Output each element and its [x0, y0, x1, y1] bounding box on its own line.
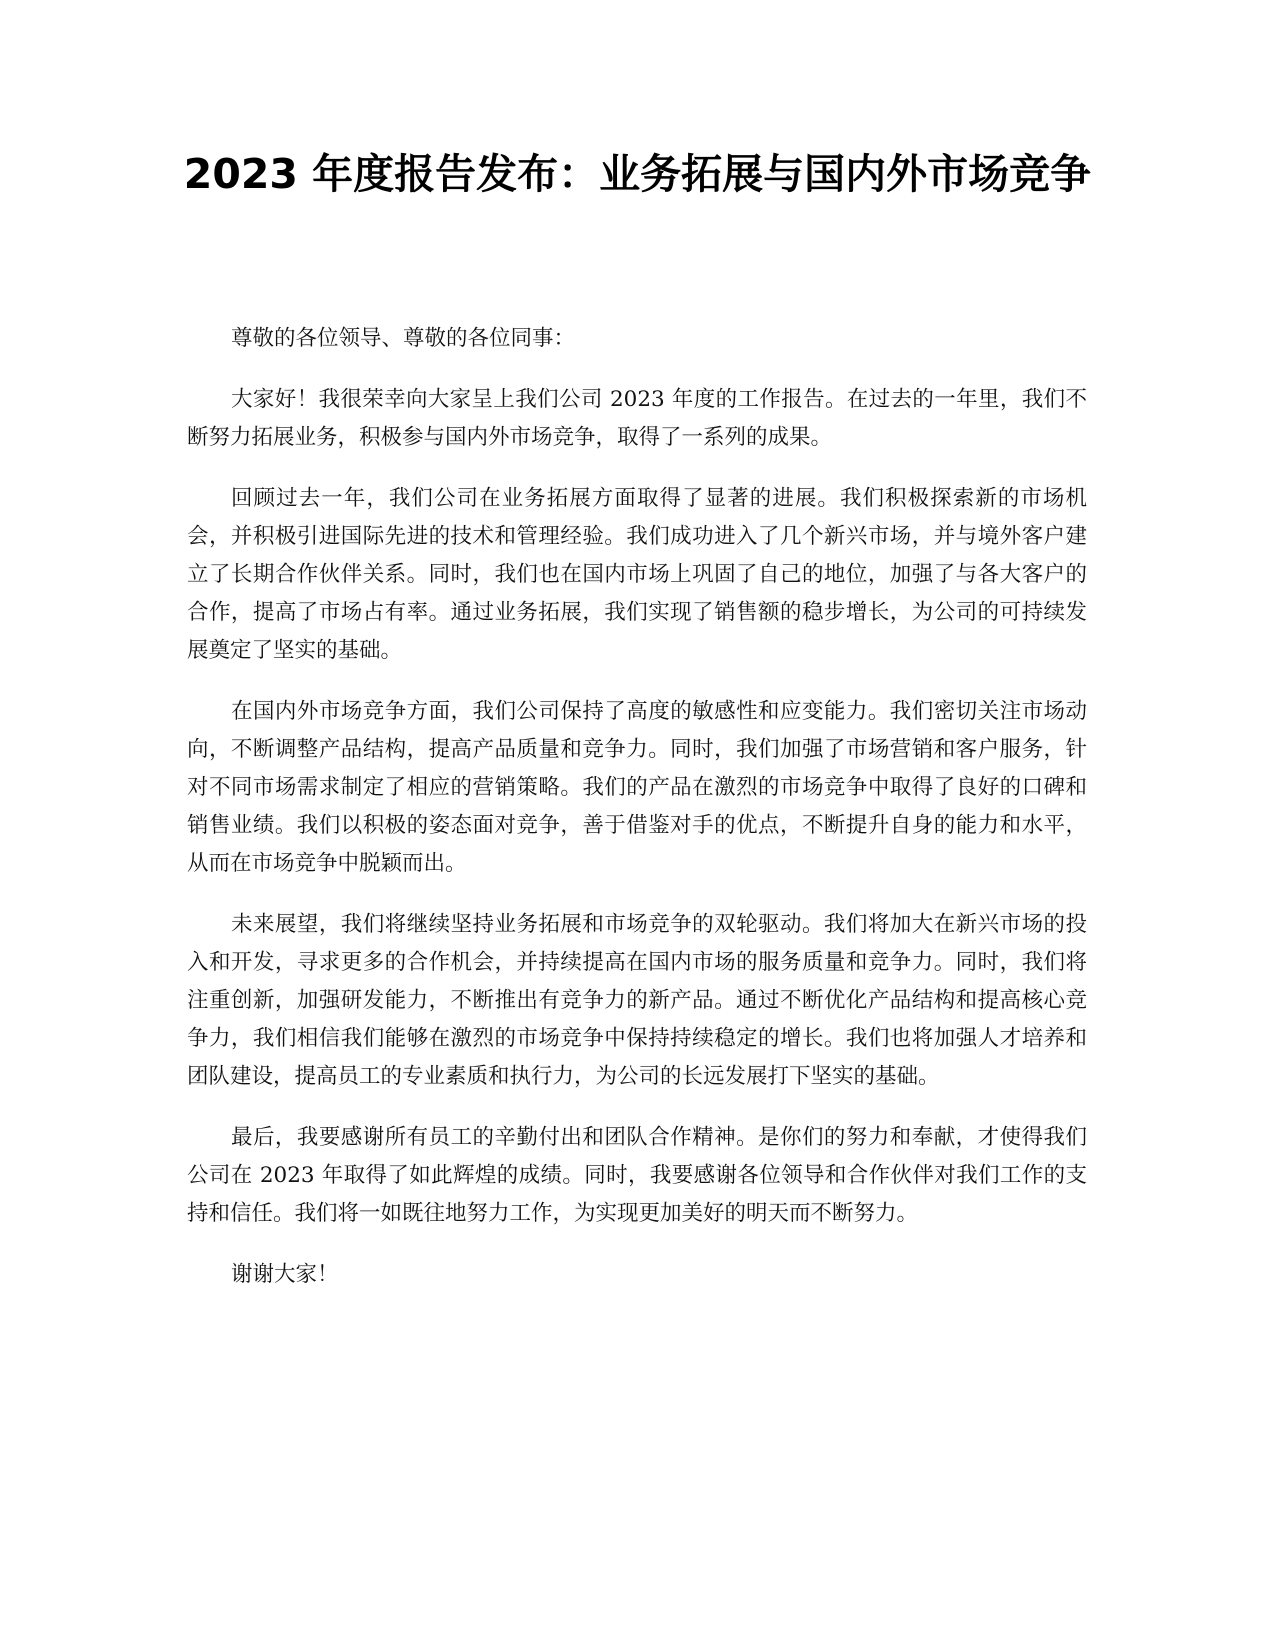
salutation: 尊敬的各位领导、尊敬的各位同事： — [231, 326, 576, 351]
paragraph-thanks: 最后，我要感谢所有员工的辛勤付出和团队合作精神。是你们的努力和奉献，才使得我们公司在 2023 年取得了如此辉煌的成绩。同时，我要感谢各位领导和合作伙伴对我们工作的支持和信任。我们将一如既往地努力工作，为实现更加美好的明天而不断努力。 — [187, 1125, 1087, 1226]
document-title: 2023 年度报告发布：业务拓展与国内外市场竞争 — [183, 150, 1092, 198]
paragraph-business-expansion: 回顾过去一年，我们公司在业务拓展方面取得了显著的进展。我们积极探索新的市场机会，并积极引进国际先进的技术和管理经验。我们成功进入了几个新兴市场，并与境外客户建立了长期合作伙伴关系。同时，我们也在国内市场上巩固了自己的地位，加强了与各大客户的合作，提高了市场占有率。通过业务拓展，我们实现了销售额的稳步增长，为公司的可持续发展奠定了坚实的基础。 — [187, 486, 1087, 663]
paragraph-outlook: 未来展望，我们将继续坚持业务拓展和市场竞争的双轮驱动。我们将加大在新兴市场的投入和开发，寻求更多的合作机会，并持续提高在国内市场的服务质量和竞争力。同时，我们将注重创新，加强研发能力，不断推出有竞争力的新产品。通过不断优化产品结构和提高核心竞争力，我们相信我们能够在激烈的市场竞争中保持持续稳定的增长。我们也将加强人才培养和团队建设，提高员工的专业素质和执行力，为公司的长远发展打下坚实的基础。 — [187, 912, 1087, 1089]
document-body — [187, 320, 1087, 1317]
paragraph-greeting: 大家好！我很荣幸向大家呈上我们公司 2023 年度的工作报告。在过去的一年里，我们不断努力拓展业务，积极参与国内外市场竞争，取得了一系列的成果。 — [187, 387, 1087, 450]
closing: 谢谢大家！ — [231, 1262, 339, 1287]
paragraph-market-competition: 在国内外市场竞争方面，我们公司保持了高度的敏感性和应变能力。我们密切关注市场动向，不断调整产品结构，提高产品质量和竞争力。同时，我们加强了市场营销和客户服务，针对不同市场需求制定了相应的营销策略。我们的产品在激烈的市场竞争中取得了良好的口碑和销售业绩。我们以积极的姿态面对竞争，善于借鉴对手的优点，不断提升自身的能力和水平，从而在市场竞争中脱颖而出。 — [187, 699, 1087, 876]
